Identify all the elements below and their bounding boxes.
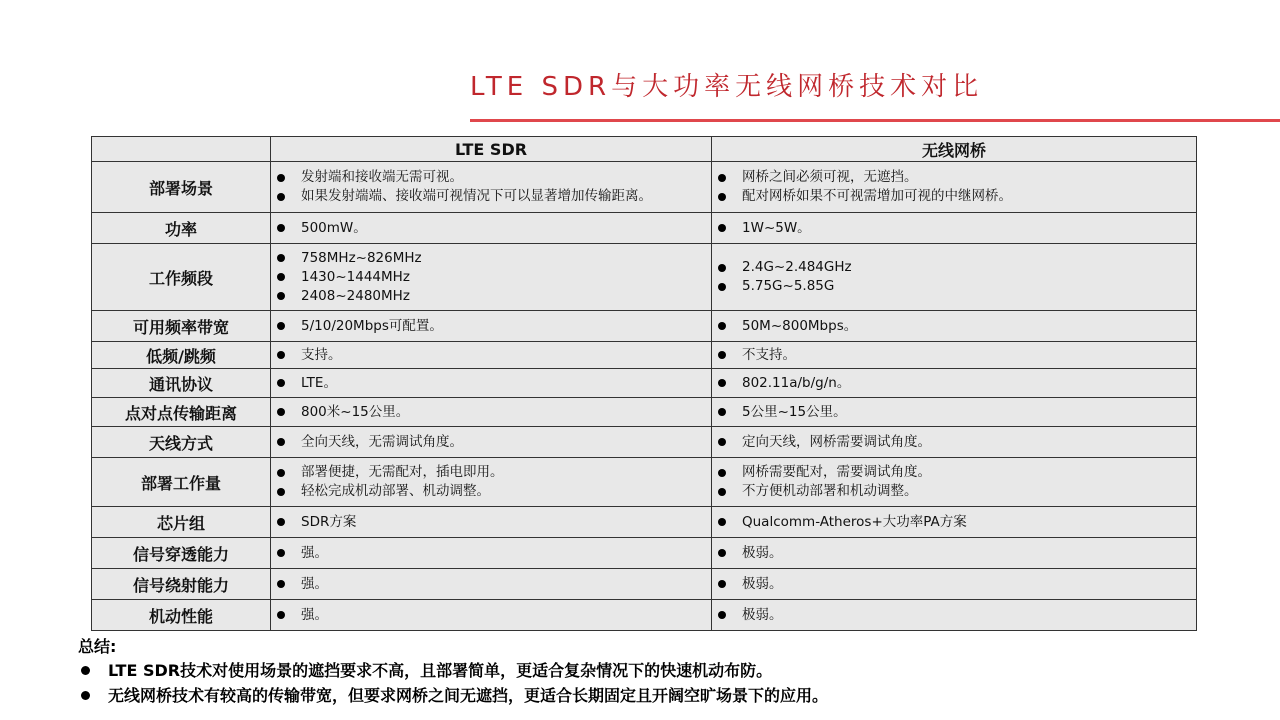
table-row — [92, 458, 1197, 507]
table-row — [92, 369, 1197, 398]
bullet-item — [716, 277, 1192, 296]
bullet-item — [716, 317, 1192, 336]
bridge-cell — [712, 244, 1197, 311]
bullet-list — [275, 513, 707, 532]
bullet-icon — [718, 469, 726, 477]
bullet-icon — [277, 518, 285, 526]
bullet-icon — [277, 322, 285, 330]
summary-text: LTE SDR技术对使用场景的遮挡要求不高，且部署简单，更适合复杂情况下的快速机动布防。 — [108, 661, 773, 680]
bridge-cell — [712, 213, 1197, 244]
bullet-icon — [277, 488, 285, 496]
bullet-item — [716, 346, 1192, 365]
bullet-text: 配对网桥如果不可视需增加可视的中继网桥。 — [742, 188, 1012, 204]
bullet-icon — [718, 322, 726, 330]
bullet-item — [275, 187, 707, 206]
bullet-list — [716, 374, 1192, 393]
bullet-item — [716, 219, 1192, 238]
bullet-icon — [277, 174, 285, 182]
bullet-list — [275, 403, 707, 422]
row-label: 可用频率带宽 — [92, 311, 271, 342]
bullet-text: SDR方案 — [301, 513, 357, 530]
bullet-list — [275, 433, 707, 452]
bullet-icon — [277, 549, 285, 557]
bullet-text: 50M~800Mbps。 — [742, 317, 858, 334]
bullet-list — [275, 317, 707, 336]
lte-sdr-cell — [271, 458, 712, 507]
bullet-text: 全向天线，无需调试角度。 — [301, 433, 463, 450]
bullet-item — [716, 463, 1192, 482]
bullet-text: 发射端和接收端无需可视。 — [301, 169, 463, 185]
table-header-row — [92, 137, 1197, 162]
lte-sdr-cell — [271, 398, 712, 427]
bullet-item — [716, 606, 1192, 625]
table-row — [92, 569, 1197, 600]
header-wireless-bridge: 无线网桥 — [712, 137, 1197, 162]
summary-item — [78, 683, 1268, 708]
bullet-list — [275, 575, 707, 594]
bullet-item — [275, 374, 707, 393]
lte-sdr-cell — [271, 538, 712, 569]
bullet-item — [275, 575, 707, 594]
bullet-list — [275, 544, 707, 563]
bullet-text: 网桥需要配对，需要调试角度。 — [742, 464, 931, 480]
bullet-item — [275, 287, 707, 306]
table-row — [92, 507, 1197, 538]
bullet-text: 5.75G~5.85G — [742, 278, 835, 294]
lte-sdr-cell — [271, 342, 712, 369]
bullet-list — [275, 374, 707, 393]
bullet-text: 强。 — [301, 544, 328, 561]
bullet-item — [275, 317, 707, 336]
bullet-list — [716, 168, 1192, 206]
bullet-text: 5/10/20Mbps可配置。 — [301, 317, 443, 334]
bridge-cell — [712, 162, 1197, 213]
bullet-text: 极弱。 — [742, 606, 783, 623]
bullet-text: 758MHz~826MHz — [301, 249, 422, 266]
lte-sdr-cell — [271, 369, 712, 398]
bullet-icon — [277, 408, 285, 416]
bullet-list — [716, 219, 1192, 238]
lte-sdr-cell — [271, 244, 712, 311]
bullet-text: 802.11a/b/g/n。 — [742, 374, 851, 391]
bullet-text: 部署便捷，无需配对，插电即用。 — [301, 464, 504, 480]
bullet-list — [275, 168, 707, 206]
bullet-text: 定向天线，网桥需要调试角度。 — [742, 433, 931, 450]
bullet-item — [275, 268, 707, 287]
bullet-icon — [718, 193, 726, 201]
row-label: 信号穿透能力 — [92, 538, 271, 569]
bullet-icon — [277, 224, 285, 232]
header-empty — [92, 137, 271, 162]
bullet-list — [716, 513, 1192, 532]
row-label: 通讯协议 — [92, 369, 271, 398]
bullet-icon — [718, 580, 726, 588]
bullet-text: 强。 — [301, 606, 328, 623]
slide-title: LTE SDR与大功率无线网桥技术对比 — [470, 72, 984, 102]
bullet-icon — [718, 438, 726, 446]
bullet-item — [716, 374, 1192, 393]
bullet-item — [716, 168, 1192, 187]
bullet-list — [275, 249, 707, 306]
table-row — [92, 342, 1197, 369]
bullet-list — [716, 463, 1192, 501]
bullet-item — [716, 482, 1192, 501]
bullet-item — [275, 513, 707, 532]
bullet-item — [275, 168, 707, 187]
lte-sdr-cell — [271, 507, 712, 538]
bullet-icon — [718, 518, 726, 526]
table-row — [92, 427, 1197, 458]
bridge-cell — [712, 369, 1197, 398]
bullet-text: 强。 — [301, 575, 328, 592]
bullet-list — [275, 606, 707, 625]
bullet-icon — [718, 174, 726, 182]
table-row — [92, 600, 1197, 631]
bullet-text: 极弱。 — [742, 575, 783, 592]
bullet-list — [716, 544, 1192, 563]
bullet-text: 支持。 — [301, 346, 342, 363]
bullet-item — [275, 249, 707, 268]
bullet-list — [716, 346, 1192, 365]
bullet-text: 轻松完成机动部署、机动调整。 — [301, 483, 490, 499]
row-label: 低频/跳频 — [92, 342, 271, 369]
bullet-icon — [718, 379, 726, 387]
bullet-text: 如果发射端端、接收端可视情况下可以显著增加传输距离。 — [301, 188, 652, 204]
bullet-text: LTE。 — [301, 374, 337, 391]
bullet-list — [275, 219, 707, 238]
row-label: 信号绕射能力 — [92, 569, 271, 600]
bullet-item — [275, 463, 707, 482]
bullet-item — [275, 346, 707, 365]
header-lte-sdr: LTE SDR — [271, 137, 712, 162]
bullet-text: 极弱。 — [742, 544, 783, 561]
bullet-icon — [718, 549, 726, 557]
bullet-icon — [81, 666, 90, 675]
bullet-text: 800米~15公里。 — [301, 403, 410, 420]
bullet-icon — [277, 292, 285, 300]
table-row — [92, 213, 1197, 244]
bullet-text: Qualcomm-Atheros+大功率PA方案 — [742, 513, 967, 530]
table-row — [92, 398, 1197, 427]
bullet-list — [716, 403, 1192, 422]
bullet-icon — [718, 351, 726, 359]
bullet-item — [716, 513, 1192, 532]
table-row — [92, 538, 1197, 569]
bullet-item — [275, 403, 707, 422]
bullet-item — [716, 575, 1192, 594]
lte-sdr-cell — [271, 311, 712, 342]
summary-title: 总结: — [78, 637, 117, 656]
bullet-icon — [277, 273, 285, 281]
bullet-icon — [81, 691, 90, 700]
bullet-icon — [277, 193, 285, 201]
lte-sdr-cell — [271, 213, 712, 244]
bullet-text: 不方便机动部署和机动调整。 — [742, 483, 918, 499]
bullet-text: 不支持。 — [742, 346, 796, 363]
bullet-list — [716, 317, 1192, 336]
summary-item — [78, 658, 1268, 683]
row-label: 部署工作量 — [92, 458, 271, 507]
bridge-cell — [712, 311, 1197, 342]
bullet-icon — [277, 611, 285, 619]
bullet-item — [275, 433, 707, 452]
bullet-item — [716, 187, 1192, 206]
bullet-icon — [718, 264, 726, 272]
bullet-icon — [718, 408, 726, 416]
bullet-item — [716, 544, 1192, 563]
table-row — [92, 244, 1197, 311]
bullet-icon — [277, 254, 285, 262]
bullet-text: 2408~2480MHz — [301, 287, 410, 304]
bridge-cell — [712, 569, 1197, 600]
bullet-text: 1W~5W。 — [742, 219, 811, 236]
bullet-item — [716, 403, 1192, 422]
bridge-cell — [712, 600, 1197, 631]
bullet-icon — [277, 469, 285, 477]
bullet-text: 网桥之间必须可视，无遮挡。 — [742, 169, 918, 185]
row-label: 功率 — [92, 213, 271, 244]
bullet-icon — [277, 580, 285, 588]
row-label: 芯片组 — [92, 507, 271, 538]
bullet-list — [716, 575, 1192, 594]
table-row — [92, 311, 1197, 342]
bullet-icon — [718, 283, 726, 291]
bullet-icon — [277, 351, 285, 359]
lte-sdr-cell — [271, 162, 712, 213]
bullet-item — [716, 258, 1192, 277]
bullet-item — [716, 433, 1192, 452]
bullet-icon — [277, 438, 285, 446]
bridge-cell — [712, 398, 1197, 427]
bullet-item — [275, 544, 707, 563]
row-label: 天线方式 — [92, 427, 271, 458]
bullet-list — [275, 346, 707, 365]
bullet-text: 500mW。 — [301, 219, 367, 236]
row-label: 部署场景 — [92, 162, 271, 213]
lte-sdr-cell — [271, 569, 712, 600]
table-row — [92, 162, 1197, 213]
lte-sdr-cell — [271, 427, 712, 458]
bullet-icon — [718, 488, 726, 496]
row-label: 点对点传输距离 — [92, 398, 271, 427]
bridge-cell — [712, 538, 1197, 569]
lte-sdr-cell — [271, 600, 712, 631]
bullet-icon — [718, 611, 726, 619]
bullet-list — [275, 463, 707, 501]
row-label: 机动性能 — [92, 600, 271, 631]
bullet-item — [275, 219, 707, 238]
bullet-icon — [718, 224, 726, 232]
summary — [78, 636, 1268, 708]
bullet-list — [716, 606, 1192, 625]
bridge-cell — [712, 342, 1197, 369]
bullet-item — [275, 482, 707, 501]
summary-text: 无线网桥技术有较高的传输带宽，但要求网桥之间无遮挡，更适合长期固定且开阔空旷场景下的应用。 — [108, 686, 829, 705]
bullet-text: 2.4G~2.484GHz — [742, 259, 852, 275]
bridge-cell — [712, 458, 1197, 507]
bullet-text: 5公里~15公里。 — [742, 403, 847, 420]
bullet-list — [716, 258, 1192, 296]
bullet-text: 1430~1444MHz — [301, 268, 410, 285]
bullet-list — [716, 433, 1192, 452]
bullet-item — [275, 606, 707, 625]
bullet-icon — [277, 379, 285, 387]
row-label: 工作频段 — [92, 244, 271, 311]
bridge-cell — [712, 507, 1197, 538]
bridge-cell — [712, 427, 1197, 458]
title-underline — [470, 119, 1280, 122]
comparison-table — [91, 136, 1197, 631]
